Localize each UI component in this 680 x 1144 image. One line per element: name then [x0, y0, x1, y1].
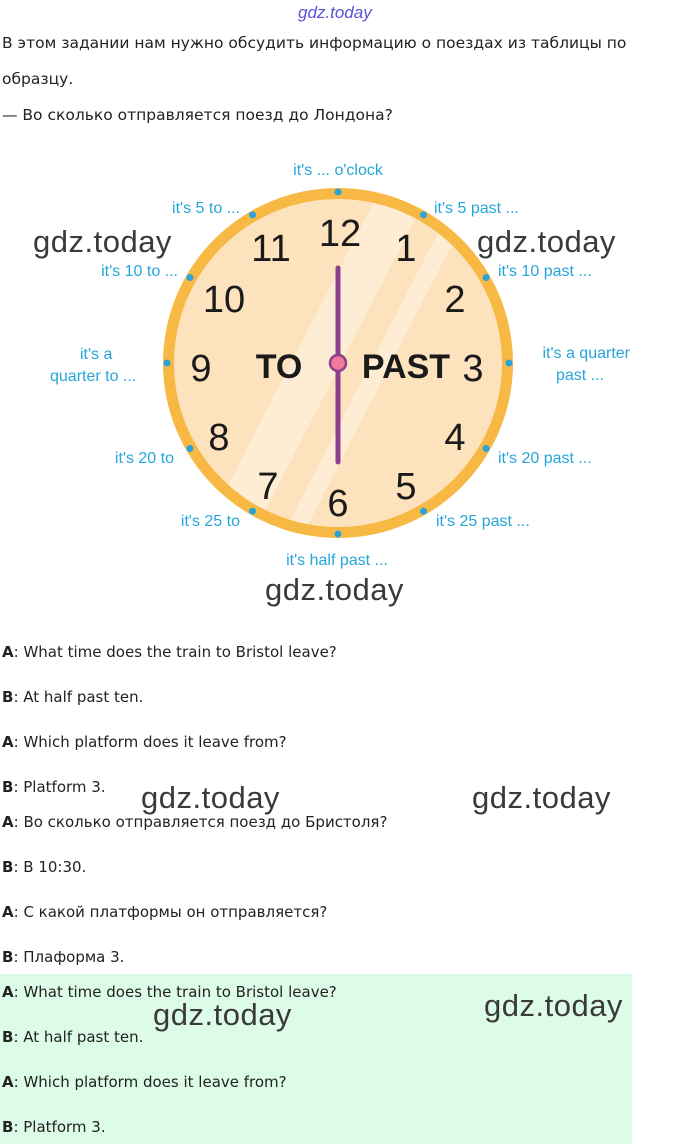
label-five-past: it's 5 past ...	[434, 200, 519, 217]
clock-number-6: 6	[327, 483, 349, 525]
watermark: gdz.today	[265, 572, 404, 607]
dialog-line: B: Platform 3.	[2, 778, 106, 796]
clock-number-10: 10	[202, 279, 246, 321]
watermark: gdz.today	[141, 780, 280, 815]
dialog-line: A: What time does the train to Bristol leave?	[2, 643, 337, 661]
clock-number-3: 3	[462, 348, 484, 390]
label-ten-to: it's 10 to ...	[101, 263, 178, 280]
clock-center	[330, 355, 346, 371]
label-quarter-past-1: it's a quarter	[542, 345, 630, 362]
clock-number-1: 1	[395, 228, 417, 270]
label-oclock: it's ... o'clock	[293, 162, 383, 179]
label-quarter-to-2: quarter to ...	[50, 368, 137, 385]
intro-question: — Во сколько отправляется поезд до Лондона?	[2, 106, 393, 124]
watermark: gdz.today	[472, 780, 611, 815]
watermark: gdz.today	[153, 997, 292, 1032]
dialog-line: B: Плаформа 3.	[2, 948, 125, 966]
clock-number-2: 2	[444, 279, 466, 321]
label-twenty-to: it's 20 to	[114, 450, 174, 467]
dialog-line: B: Platform 3.	[2, 1118, 106, 1136]
dialog-line: A: С какой платформы он отправляется?	[2, 903, 328, 921]
clock-number-7: 7	[257, 466, 279, 508]
clock-number-5: 5	[395, 466, 417, 508]
clock-number-9: 9	[190, 348, 212, 390]
clock-number-4: 4	[444, 417, 466, 459]
label-twenty-past: it's 20 past ...	[498, 450, 592, 467]
clock-number-12: 12	[318, 213, 362, 255]
label-twentyfive-past: it's 25 past ...	[436, 513, 530, 530]
watermark: gdz.today	[477, 224, 616, 259]
dialog-line: A: Which platform does it leave from?	[2, 733, 287, 751]
label-quarter-to-1: it's a	[80, 346, 113, 363]
clock-number-11: 11	[251, 228, 291, 270]
dialog-line: B: At half past ten.	[2, 688, 144, 706]
dialog-line: A: Во сколько отправляется поезд до Бристоля?	[2, 813, 388, 831]
dialog-line: A: Which platform does it leave from?	[2, 1073, 287, 1091]
label-quarter-past-2: past ...	[555, 367, 604, 384]
label-ten-past: it's 10 past ...	[498, 263, 592, 280]
clock-number-8: 8	[208, 417, 230, 459]
watermark-top: gdz.today	[298, 3, 372, 22]
to-label: TO	[255, 348, 303, 386]
dialog-line: B: At half past ten.	[2, 1028, 144, 1046]
watermark: gdz.today	[33, 224, 172, 259]
dialog-line: B: В 10:30.	[2, 858, 87, 876]
label-half-past: it's half past ...	[286, 552, 388, 569]
intro-line-1: В этом задании нам нужно обсудить информацию о поездах из таблицы по	[2, 34, 627, 52]
intro-line-2: образцу.	[2, 70, 74, 88]
past-label: PAST	[361, 348, 451, 386]
dialog-line: A: What time does the train to Bristol leave?	[2, 983, 337, 1001]
label-five-to: it's 5 to ...	[172, 200, 240, 217]
label-twentyfive-to: it's 25 to	[180, 513, 240, 530]
watermark: gdz.today	[484, 988, 623, 1023]
